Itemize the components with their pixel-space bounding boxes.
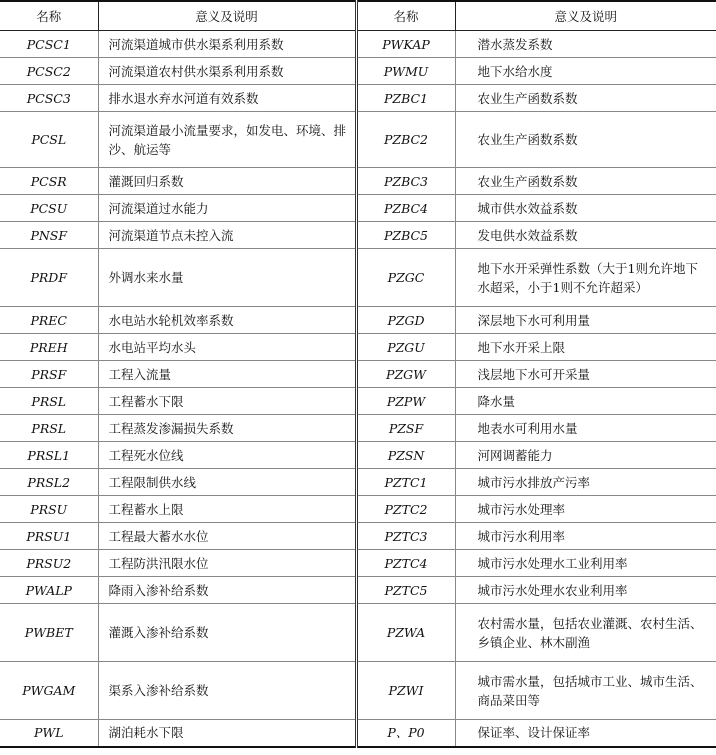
table-row: [0, 662, 716, 720]
param-name: PCSR: [0, 168, 98, 195]
param-description: 农业生产函数系数: [455, 168, 716, 195]
param-description: 地下水开采上限: [455, 334, 716, 361]
param-description: 农业生产函数系数: [455, 112, 716, 168]
param-name: PCSC3: [0, 85, 98, 112]
param-name: PWBET: [0, 604, 98, 662]
param-description: 地下水给水度: [455, 58, 716, 85]
param-name: PZGU: [356, 334, 455, 361]
param-name: PZBC3: [356, 168, 455, 195]
header-name-right: 名称: [356, 1, 455, 31]
param-description: 河网调蓄能力: [455, 442, 716, 469]
param-description: 城市供水效益系数: [455, 195, 716, 222]
param-description: 工程最大蓄水水位: [98, 523, 356, 550]
param-name: PREH: [0, 334, 98, 361]
param-description: 灌溉入渗补给系数: [98, 604, 356, 662]
table-row: [0, 720, 716, 747]
param-name: PZTC1: [356, 469, 455, 496]
param-description: 外调水来水量: [98, 249, 356, 307]
param-name: PRSF: [0, 361, 98, 388]
table-row: [0, 523, 716, 550]
param-description: 城市污水处理率: [455, 496, 716, 523]
table-row: [0, 58, 716, 85]
param-description: 河流渠道过水能力: [98, 195, 356, 222]
param-name: PCSL: [0, 112, 98, 168]
table-row: [0, 604, 716, 662]
param-description: 水电站水轮机效率系数: [98, 307, 356, 334]
table-row: [0, 442, 716, 469]
param-name: PRSU1: [0, 523, 98, 550]
param-description: 工程蒸发渗漏损失系数: [98, 415, 356, 442]
param-description: 工程蓄水下限: [98, 388, 356, 415]
param-description: 水电站平均水头: [98, 334, 356, 361]
param-name: PZTC5: [356, 577, 455, 604]
param-description: 河流渠道最小流量要求，如发电、环境、排沙、航运等: [98, 112, 356, 168]
param-name: PZWA: [356, 604, 455, 662]
param-description: 城市污水处理水农业利用率: [455, 577, 716, 604]
header-desc-right: 意义及说明: [455, 1, 716, 31]
table-row: [0, 168, 716, 195]
header-row: [0, 1, 716, 31]
table-row: [0, 550, 716, 577]
table-row: [0, 195, 716, 222]
param-name: PZTC4: [356, 550, 455, 577]
table-row: [0, 388, 716, 415]
param-name: PRSL: [0, 415, 98, 442]
table-row: [0, 222, 716, 249]
param-description: 工程蓄水上限: [98, 496, 356, 523]
param-description: 城市污水排放产污率: [455, 469, 716, 496]
param-name: PZBC1: [356, 85, 455, 112]
param-description: 河流渠道城市供水渠系利用系数: [98, 31, 356, 58]
param-name: PZWI: [356, 662, 455, 720]
param-description: 深层地下水可利用量: [455, 307, 716, 334]
param-name: PNSF: [0, 222, 98, 249]
header-desc-left: 意义及说明: [98, 1, 356, 31]
param-name: PWL: [0, 720, 98, 747]
table-row: [0, 496, 716, 523]
param-name: PWKAP: [356, 31, 455, 58]
param-description: 湖泊耗水下限: [98, 720, 356, 747]
param-name: PRSL1: [0, 442, 98, 469]
param-description: 工程防洪汛限水位: [98, 550, 356, 577]
table-row: [0, 577, 716, 604]
table-row: [0, 334, 716, 361]
param-name: PRSL2: [0, 469, 98, 496]
param-description: 工程入流量: [98, 361, 356, 388]
param-description: 降水量: [455, 388, 716, 415]
table-row: [0, 249, 716, 307]
table-row: [0, 469, 716, 496]
param-name: PZTC2: [356, 496, 455, 523]
param-description: 排水退水弃水河道有效系数: [98, 85, 356, 112]
param-description: 农村需水量，包括农业灌溉、农村生活、乡镇企业、林木副渔: [455, 604, 716, 662]
param-name: PREC: [0, 307, 98, 334]
param-name: PRSL: [0, 388, 98, 415]
param-description: 城市污水处理水工业利用率: [455, 550, 716, 577]
param-name: PZBC5: [356, 222, 455, 249]
param-name: PWMU: [356, 58, 455, 85]
param-name: PWALP: [0, 577, 98, 604]
param-name: PZBC2: [356, 112, 455, 168]
param-description: 农业生产函数系数: [455, 85, 716, 112]
param-description: 降雨入渗补给系数: [98, 577, 356, 604]
header-name-left: 名称: [0, 1, 98, 31]
param-name: PCSC1: [0, 31, 98, 58]
param-name: PZGD: [356, 307, 455, 334]
param-name: PCSU: [0, 195, 98, 222]
param-name: PRSU: [0, 496, 98, 523]
param-description: 城市需水量，包括城市工业、城市生活、商品菜田等: [455, 662, 716, 720]
param-name: P、P0: [356, 720, 455, 747]
param-description: 城市污水利用率: [455, 523, 716, 550]
param-name: PZSF: [356, 415, 455, 442]
param-description: 工程死水位线: [98, 442, 356, 469]
param-description: 工程限制供水线: [98, 469, 356, 496]
param-description: 河流渠道农村供水渠系利用系数: [98, 58, 356, 85]
param-name: PWGAM: [0, 662, 98, 720]
param-description: 潜水蒸发系数: [455, 31, 716, 58]
param-name: PRSU2: [0, 550, 98, 577]
param-name: PRDF: [0, 249, 98, 307]
param-name: PZPW: [356, 388, 455, 415]
table-row: [0, 85, 716, 112]
param-name: PCSC2: [0, 58, 98, 85]
param-description: 地表水可利用水量: [455, 415, 716, 442]
param-description: 河流渠道节点未控入流: [98, 222, 356, 249]
param-description: 保证率、设计保证率: [477, 725, 591, 741]
param-name: PZGW: [356, 361, 455, 388]
table-row: [0, 31, 716, 58]
table-row: [0, 415, 716, 442]
table-row: [0, 361, 716, 388]
param-name: PZBC4: [356, 195, 455, 222]
table-row: [0, 307, 716, 334]
param-description: 灌溉回归系数: [98, 168, 356, 195]
param-description: 渠系入渗补给系数: [98, 662, 356, 720]
table-row: [0, 112, 716, 168]
param-description: 浅层地下水可开采量: [455, 361, 716, 388]
param-description: 发电供水效益系数: [455, 222, 716, 249]
param-name: PZTC3: [356, 523, 455, 550]
param-name: PZGC: [356, 249, 455, 307]
param-name: PZSN: [356, 442, 455, 469]
param-description: 地下水开采弹性系数（大于1则允许地下水超采，小于1则不允许超采）: [455, 249, 716, 307]
